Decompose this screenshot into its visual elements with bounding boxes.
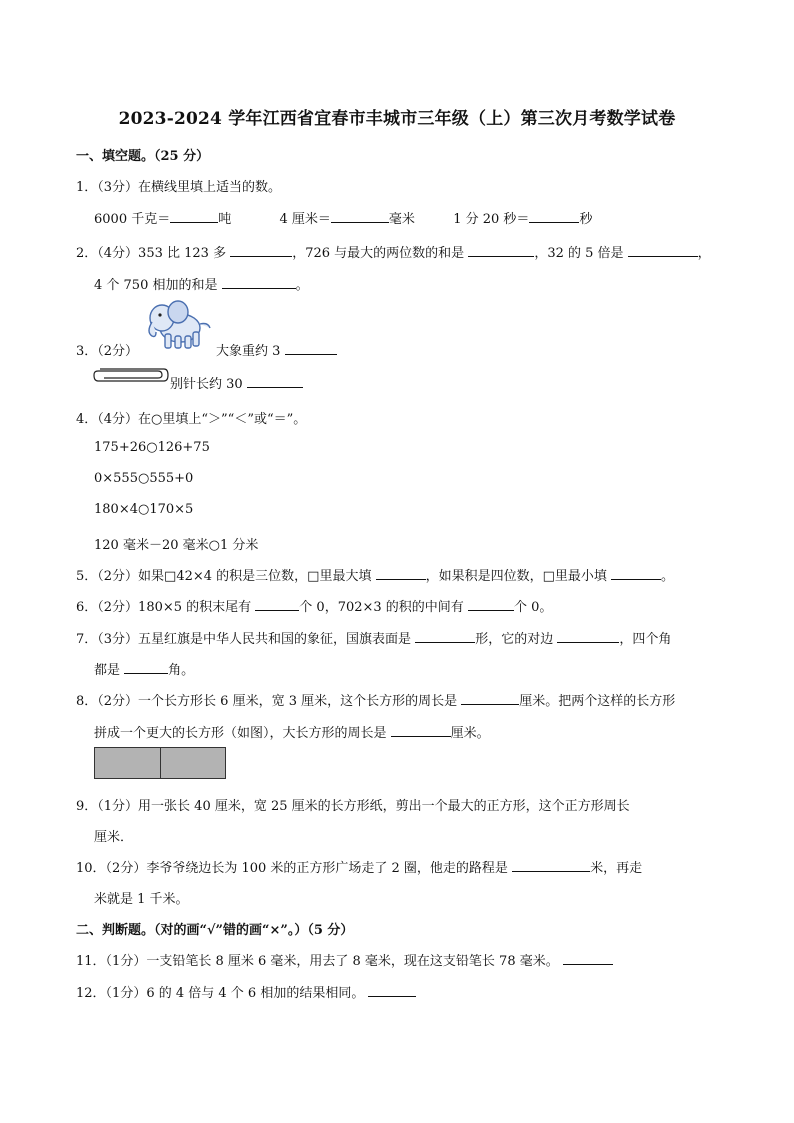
- q5-text: 。: [661, 569, 675, 584]
- q7-text: 都是: [94, 663, 121, 678]
- q1-unit-a: 吨: [218, 212, 232, 227]
- answer-blank[interactable]: [611, 567, 661, 580]
- answer-blank[interactable]: [512, 859, 590, 872]
- answer-blank[interactable]: [331, 210, 389, 223]
- section-heading-true-false: 二、判断题。（对的画“√”错的画“×”。）（5 分）: [76, 923, 354, 938]
- answer-blank[interactable]: [461, 692, 519, 705]
- answer-blank[interactable]: [529, 210, 579, 223]
- question-5: [76, 565, 674, 584]
- question-4-stem: 4．（4分）在○里填上“＞”“＜”或“＝”。: [76, 412, 307, 427]
- question-2-line-2: [94, 274, 309, 293]
- answer-blank[interactable]: [628, 244, 698, 257]
- q10-text: 米，再走: [590, 861, 643, 876]
- answer-blank[interactable]: [415, 630, 475, 643]
- question-10-line-2: 米就是 1 千米。: [94, 892, 189, 907]
- q2-text: 。: [295, 278, 309, 293]
- question-3-stem: 3．（2分）: [76, 344, 139, 359]
- q3-pin-row: [170, 373, 303, 392]
- answer-blank[interactable]: [247, 375, 303, 388]
- q3-elephant-text: 大象重约 3: [216, 344, 281, 359]
- q4-item: 180×4○170×5: [94, 502, 194, 517]
- q2-text: ，32 的 5 倍是: [534, 246, 624, 261]
- q2-text: ，726 与最大的两位数的和是: [292, 246, 465, 261]
- elephant-icon: [138, 298, 218, 354]
- q1-item-a: 6000 千克＝: [94, 212, 171, 227]
- q4-item: 175+26○126+75: [94, 440, 210, 455]
- q5-text: 5．（2分）如果□42×4 的积是三位数，□里最大填: [76, 569, 372, 584]
- question-9-line-2: 厘米．: [94, 830, 134, 845]
- q1-unit-c: 秒: [579, 212, 593, 227]
- q1-unit-b: 毫米: [388, 212, 415, 227]
- question-8-line-2: [94, 722, 490, 741]
- q1-item-c: 1 分 20 秒＝: [453, 212, 530, 227]
- q1-item-b: 4 厘米＝: [279, 212, 331, 227]
- q8-text: 8．（2分）一个长方形长 6 厘米，宽 3 厘米，这个长方形的周长是: [76, 694, 458, 709]
- answer-blank[interactable]: [563, 952, 613, 965]
- answer-blank[interactable]: [170, 210, 218, 223]
- q4-item: 120 毫米－20 毫米○1 分米: [94, 538, 259, 553]
- q3-elephant-row: [216, 340, 337, 359]
- q12-text: 12．（1分）6 的 4 倍与 4 个 6 相加的结果相同。: [76, 986, 365, 1001]
- q8-text: 拼成一个更大的长方形（如图），大长方形的周长是: [94, 726, 387, 741]
- answer-blank[interactable]: [230, 244, 292, 257]
- answer-blank[interactable]: [255, 598, 299, 611]
- answer-blank[interactable]: [222, 276, 296, 289]
- q6-text: 个 0，702×3 的积的中间有: [299, 600, 464, 615]
- answer-blank[interactable]: [124, 661, 168, 674]
- answer-blank[interactable]: [468, 244, 534, 257]
- q8-text: 厘米。把两个这样的长方形: [519, 694, 676, 709]
- q6-text: 6．（2分）180×5 的积末尾有: [76, 600, 252, 615]
- q7-text: 形，它的对边: [475, 632, 554, 647]
- q4-item: 0×555○555+0: [94, 471, 194, 486]
- question-7-line-2: [94, 659, 194, 678]
- question-1-stem: 1．（3分）在横线里填上适当的数。: [76, 180, 282, 195]
- q6-text: 个 0。: [513, 600, 553, 615]
- q5-text: ，如果积是四位数，□里最小填: [425, 569, 607, 584]
- answer-blank[interactable]: [376, 567, 426, 580]
- q2-text: ，: [697, 246, 711, 261]
- question-2-line-1: [76, 242, 711, 261]
- answer-blank[interactable]: [391, 724, 451, 737]
- answer-blank[interactable]: [557, 630, 619, 643]
- q2-text: 2．（4分）353 比 123 多: [76, 246, 227, 261]
- question-7-line-1: [76, 628, 671, 647]
- paperclip-icon: [92, 367, 170, 383]
- question-12: [76, 982, 416, 1001]
- question-6: [76, 596, 552, 615]
- q3-pin-text: 别针长约 30: [170, 377, 243, 392]
- question-11: [76, 950, 613, 969]
- combined-rectangle-figure: [94, 747, 226, 779]
- rectangle-divider: [160, 748, 161, 778]
- question-1-items: [94, 208, 592, 227]
- q11-text: 11．（1分）一支铅笔长 8 厘米 6 毫米，用去了 8 毫米，现在这支铅笔长 78 毫米。: [76, 954, 559, 969]
- answer-blank[interactable]: [468, 598, 514, 611]
- q7-text: ，四个角: [619, 632, 672, 647]
- q7-text: 角。: [168, 663, 195, 678]
- q7-text: 7．（3分）五星红旗是中华人民共和国的象征，国旗表面是: [76, 632, 412, 647]
- q10-text: 10．（2分）李爷爷绕边长为 100 米的正方形广场走了 2 圈，他走的路程是: [76, 861, 508, 876]
- question-8-line-1: [76, 690, 675, 709]
- answer-blank[interactable]: [368, 984, 416, 997]
- q8-text: 厘米。: [450, 726, 490, 741]
- question-10-line-1: [76, 857, 642, 876]
- answer-blank[interactable]: [285, 342, 337, 355]
- page-title: 2023-2024 学年江西省宜春市丰城市三年级（上）第三次月考数学试卷: [118, 109, 676, 129]
- section-heading-fill-in: 一、填空题。（25 分）: [76, 149, 210, 164]
- question-9-line-1: 9．（1分）用一张长 40 厘米，宽 25 厘米的长方形纸，剪出一个最大的正方形，这个正方形周长: [76, 799, 630, 814]
- q2-text: 4 个 750 相加的和是: [94, 278, 218, 293]
